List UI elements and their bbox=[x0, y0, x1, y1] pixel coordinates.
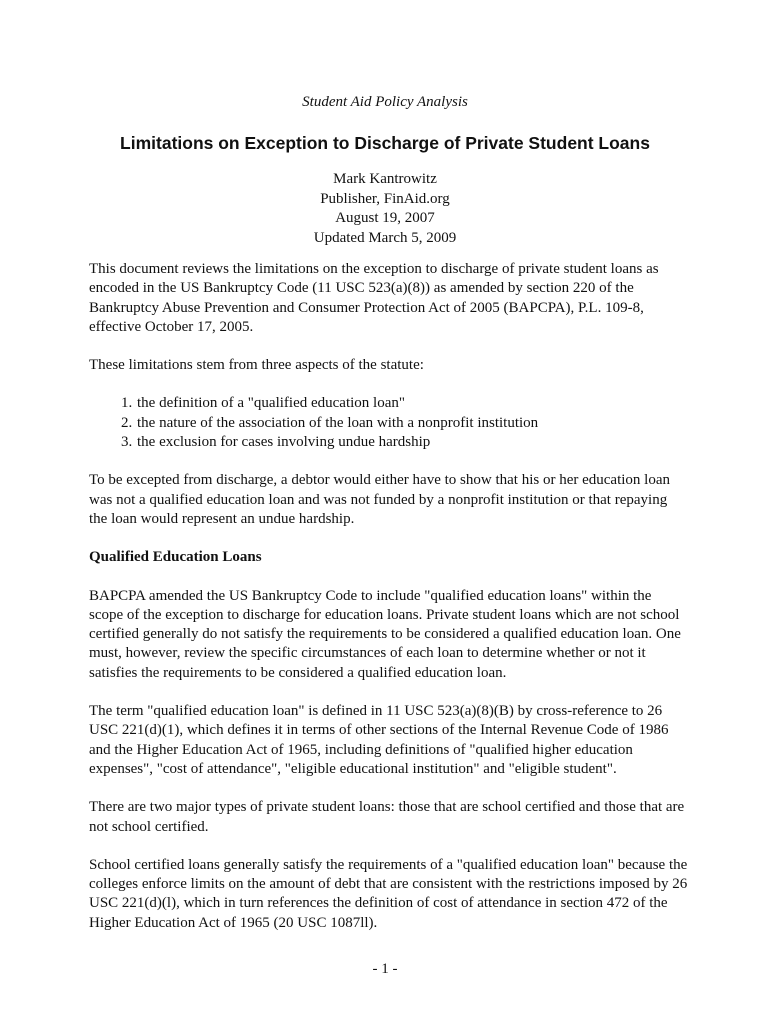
author-affiliation: Publisher, FinAid.org bbox=[320, 190, 450, 207]
aspects-list bbox=[89, 394, 689, 452]
author-name: Mark Kantrowitz bbox=[333, 171, 437, 187]
list-item: 3. the exclusion for cases involving undue hardship bbox=[136, 433, 689, 452]
publication-date: August 19, 2007 bbox=[335, 210, 435, 226]
loan-types-paragraph: There are two major types of private student loans: those that are school certified and those that are not school certified. bbox=[89, 799, 685, 835]
document-body bbox=[89, 260, 689, 952]
section-heading: Qualified Education Loans bbox=[89, 549, 262, 566]
bapcpa-paragraph: BAPCPA amended the US Bankruptcy Code to include "qualified education loans" within the scope of the exception to discharge for education loans. Private student loans which are not school certified generally do not satisfy the requirements to be considered a qualified education loan. One must, however, review the specific circumstances of each loan to determine whether or not it satisfies the requirements to be considered a qualified education loan. bbox=[89, 587, 681, 681]
author-block bbox=[0, 170, 770, 248]
list-item: 2. the nature of the association of the loan with a nonprofit institution bbox=[136, 414, 689, 433]
updated-date: Updated March 5, 2009 bbox=[313, 229, 457, 246]
journal-name: Student Aid Policy Analysis bbox=[302, 94, 468, 110]
document-title: Limitations on Exception to Discharge of Private Student Loans bbox=[120, 133, 650, 153]
page-number: - 1 - bbox=[372, 961, 398, 977]
intro-paragraph: This document reviews the limitations on the exception to discharge of private student loans as encoded in the US Bankruptcy Code (11 USC 523(a)(8)) as amended by section 220 of the Bankruptcy Abuse Prevention and Consumer Protection Act of 2005 (BAPCPA), P.L. 109-8, effective October 17, 2005. bbox=[89, 261, 659, 335]
exception-paragraph: To be excepted from discharge, a debtor would either have to show that his or her education loan was not a qualified education loan and was not funded by a nonprofit institution or that repaying the loan would represent an undue hardship. bbox=[89, 472, 670, 527]
list-item: 1. the definition of a "qualified education loan" bbox=[136, 394, 689, 413]
school-certified-paragraph: School certified loans generally satisfy the requirements of a "qualified education loan" because the colleges enforce limits on the amount of debt that are consistent with the restrictions imposed by 26 USC 221(d)(l), which in turn references the definition of cost of attendance in section 472 of the Higher Education Act of 1965 (20 USC 1087ll). bbox=[89, 856, 688, 931]
definition-paragraph: The term "qualified education loan" is defined in 11 USC 523(a)(8)(B) by cross-reference to 26 USC 221(d)(1), which defines it in terms of other sections of the Internal Revenue Code of 1986 and the Higher Education Act of 1965, including definitions of "qualified higher education expenses", "cost of attendance", "eligible educational institution" and "eligible student". bbox=[89, 703, 669, 777]
aspects-intro-paragraph: These limitations stem from three aspects of the statute: bbox=[89, 357, 424, 374]
